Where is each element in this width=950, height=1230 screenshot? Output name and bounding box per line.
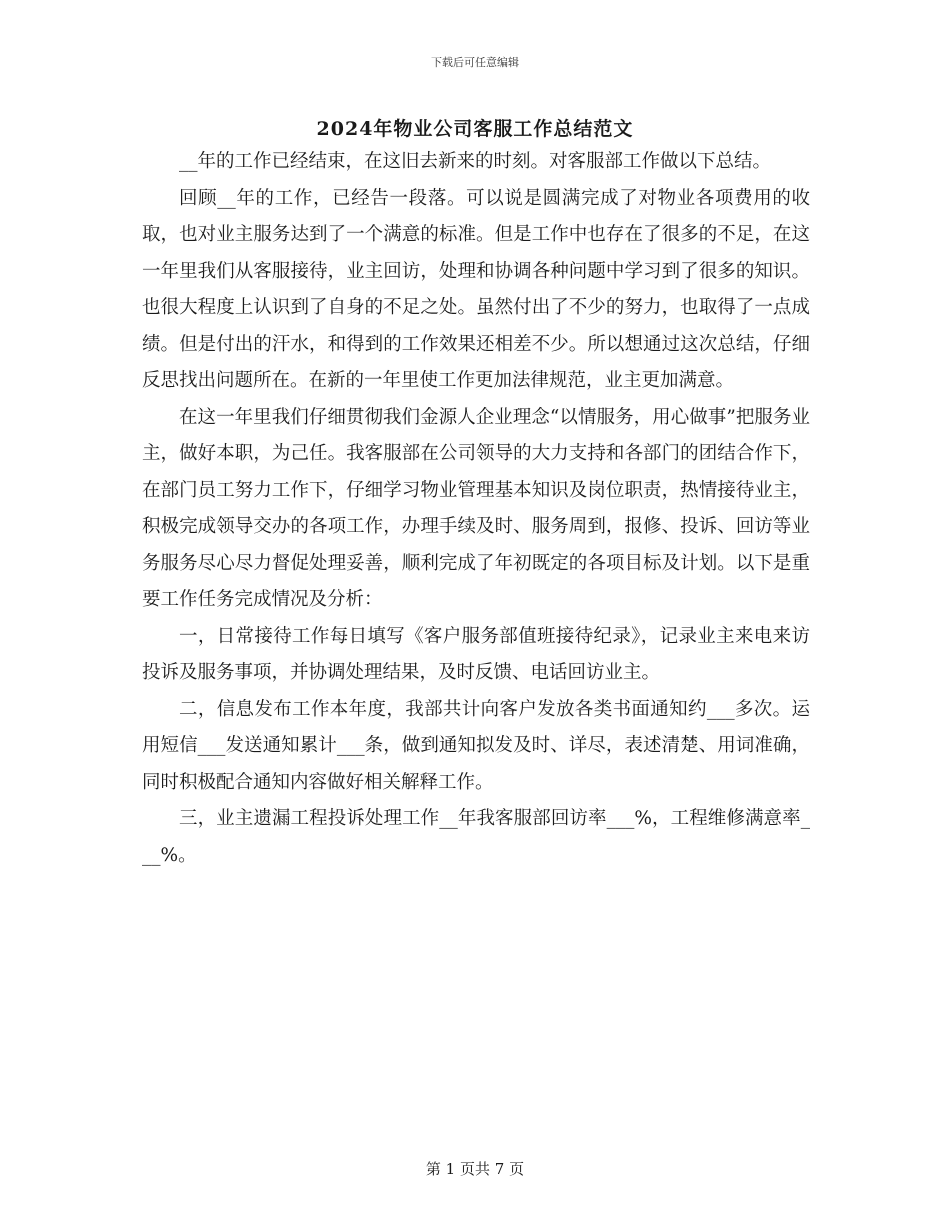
body-paragraph-3: 在这一年里我们仔细贯彻我们金源人企业理念“以情服务，用心做事”把服务业主，做好本职，为己任。我客服部在公司领导的大力支持和各部门的团结合作下，在部门员工努力工作下，仔细学习物业管理基本知识及岗位职责，热情接待业主，积极完成领导交办的各项工作，办理手续及时、服务周到，报修、投诉、回访等业务服务尽心尽力督促处理妥善，顺利完成了年初既定的各项目标及计划。以下是重要工作任务完成情况及分析： xyxy=(142,406,810,610)
page-number-footer: 第 1 页共 7 页 xyxy=(425,1160,525,1178)
body-paragraph-6: 三，业主遗漏工程投诉处理工作__年我客服部回访率___%，工程维修满意率___%。 xyxy=(142,808,810,866)
body-paragraph-1: __年的工作已经结束，在这旧去新来的时刻。对客服部工作做以下总结。 xyxy=(179,151,772,172)
body-paragraph-4: 一，日常接待工作每日填写《客户服务部值班接待纪录》，记录业主来电来访投诉及服务事项，并协调处理结果，及时反馈、电话回访业主。 xyxy=(142,625,810,683)
header-note: 下载后可任意编辑 xyxy=(431,56,519,69)
document-title: 2024年物业公司客服工作总结范文 xyxy=(316,118,634,140)
body-paragraph-5: 二，信息发布工作本年度，我部共计向客户发放各类书面通知约___多次。运用短信___发送通知累计___条，做到通知拟发及时、详尽，表述清楚、用词准确，同时积极配合通知内容做好相关解释工作。 xyxy=(142,698,810,793)
document-body xyxy=(142,144,810,874)
body-paragraph-2: 回顾__年的工作，已经告一段落。可以说是圆满完成了对物业各项费用的收取，也对业主服务达到了一个满意的标准。但是工作中也存在了很多的不足，在这一年里我们从客服接待，业主回访，处理和协调各种问题中学习到了很多的知识。也很大程度上认识到了自身的不足之处。虽然付出了不少的努力，也取得了一点成绩。但是付出的汗水，和得到的工作效果还相差不少。所以想通过这次总结，仔细反思找出问题所在。在新的一年里使工作更加法律规范，业主更加满意。 xyxy=(142,187,810,391)
